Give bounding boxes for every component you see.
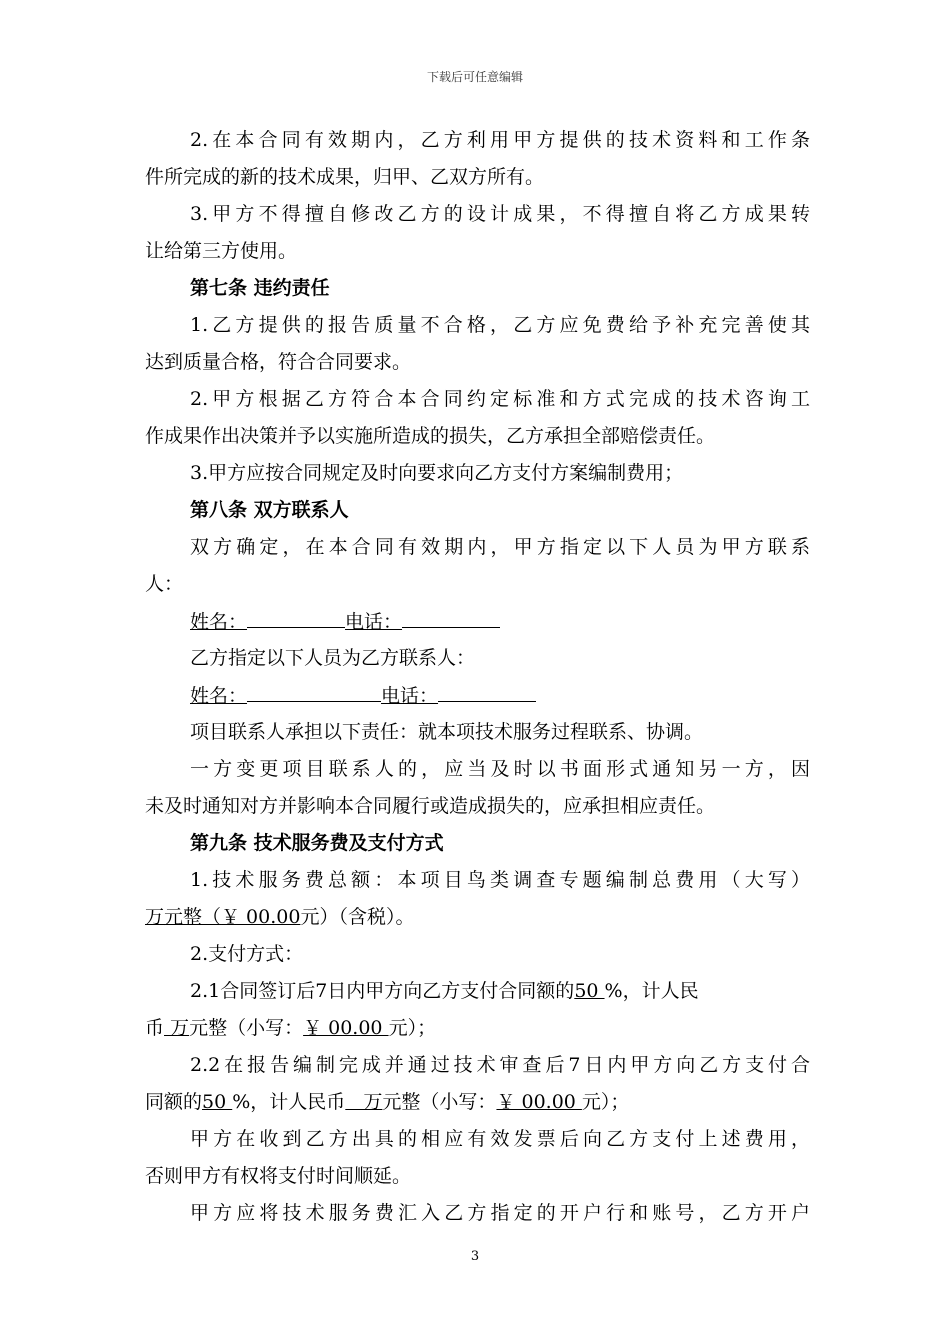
amount-text: 万元整（ — [145, 906, 222, 928]
paragraph-line: 2.2在报告编制完成并通过技术审查后7日内甲方向乙方支付合 — [190, 1054, 810, 1076]
paragraph-line: 甲方应将技术服务费汇入乙方指定的开户行和账号，乙方开户 — [190, 1202, 810, 1224]
payment-2-1-amount-line — [145, 1010, 810, 1047]
paragraph-line: 作成果作出决策并予以实施所造成的损失，乙方承担全部赔偿责任。 — [145, 425, 716, 447]
paragraph-line: 2.在本合同有效期内，乙方利用甲方提供的技术资料和工作条 — [190, 129, 810, 151]
amount-text: 元）（含税）。 — [300, 906, 415, 928]
amount-value: ￥ 00.00 — [496, 1091, 582, 1113]
paragraph-line: 2.甲方根据乙方符合本合同约定标准和方式完成的技术咨询工 — [190, 388, 810, 410]
name-blank[interactable] — [247, 603, 345, 628]
paragraph-line: 项目联系人承担以下责任：就本项技术服务过程联系、协调。 — [190, 721, 704, 743]
paragraph-line: 甲方在收到乙方出具的相应有效发票后向乙方支付上述费用， — [190, 1128, 810, 1150]
amount-value: 万 — [164, 1017, 190, 1039]
paragraph-line: 达到质量合格，符合合同要求。 — [145, 351, 412, 373]
paragraph-line: 件所完成的新的技术成果，归甲、乙双方所有。 — [145, 166, 545, 188]
phone-blank[interactable] — [402, 603, 500, 628]
phone-label: 电话： — [345, 611, 403, 633]
paragraph-line: 双方确定，在本合同有效期内，甲方指定以下人员为甲方联系 — [190, 536, 810, 558]
paragraph-line: 否则甲方有权将支付时间顺延。 — [145, 1165, 412, 1187]
payment-text: 元）； — [388, 1017, 437, 1039]
paragraph-line: 1.技术服务费总额：本项目鸟类调查专题编制总费用（大写） — [190, 869, 810, 891]
document-body — [145, 122, 810, 1232]
paragraph-line: 未及时通知对方并影响本合同履行或造成损失的，应承担相应责任。 — [145, 795, 716, 817]
payment-text: 元整（小写： — [189, 1017, 304, 1039]
amount-value: ￥ 00.00 — [221, 906, 301, 928]
paragraph-line: 让给第三方使用。 — [145, 240, 298, 262]
paragraph-line: 3.甲方应按合同规定及时向要求向乙方支付方案编制费用； — [190, 462, 684, 484]
party-a-contact-line — [145, 603, 810, 640]
paragraph-line: 3.甲方不得擅自修改乙方的设计成果，不得擅自将乙方成果转 — [190, 203, 810, 225]
payment-text: 币 — [145, 1017, 165, 1039]
article-7-heading: 第七条 违约责任 — [190, 277, 330, 299]
total-fee-line — [145, 899, 810, 936]
payment-text: 2.1合同签订后7日内甲方向乙方支付合同额的 — [190, 980, 575, 1002]
paragraph-line: 一方变更项目联系人的，应当及时以书面形式通知另一方，因 — [190, 758, 810, 780]
payment-text: %，计人民币 — [232, 1091, 346, 1113]
paragraph-line: 2.支付方式： — [190, 943, 304, 965]
payment-2-1-line — [145, 973, 810, 1010]
article-9-heading: 第九条 技术服务费及支付方式 — [190, 832, 444, 854]
paragraph-line: 乙方指定以下人员为乙方联系人： — [190, 647, 476, 669]
payment-text: 元）； — [581, 1091, 630, 1113]
payment-2-2-amount-line — [145, 1084, 810, 1121]
name-blank[interactable] — [247, 677, 381, 702]
page-header: 下载后可任意编辑 — [426, 70, 523, 84]
payment-text: %，计人民 — [604, 980, 699, 1002]
percent-value: 50 — [574, 980, 605, 1002]
paragraph-line: 1.乙方提供的报告质量不合格，乙方应免费给予补充完善使其 — [190, 314, 810, 336]
percent-value: 50 — [202, 1091, 233, 1113]
amount-value: 万 — [345, 1091, 383, 1113]
page-number: 3 — [470, 1249, 480, 1264]
phone-blank[interactable] — [438, 677, 536, 702]
party-b-contact-line — [145, 677, 810, 714]
payment-text: 同额的 — [145, 1091, 203, 1113]
name-label: 姓名： — [190, 611, 248, 633]
paragraph-line: 人： — [145, 573, 184, 595]
amount-value: ￥ 00.00 — [303, 1017, 389, 1039]
article-8-heading: 第八条 双方联系人 — [190, 499, 349, 521]
name-label: 姓名： — [190, 685, 248, 707]
payment-text: 元整（小写： — [382, 1091, 497, 1113]
phone-label: 电话： — [381, 685, 439, 707]
